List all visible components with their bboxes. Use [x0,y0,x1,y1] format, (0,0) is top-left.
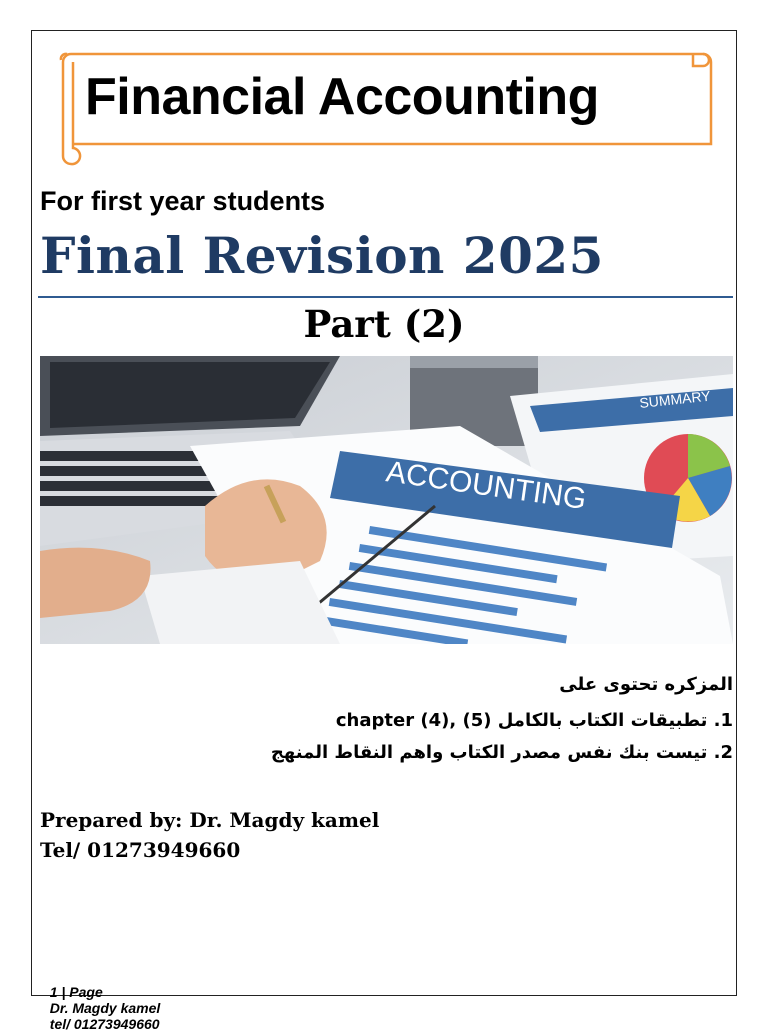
document-title: Financial Accounting [85,68,599,126]
revision-heading: Final Revision 2025 [40,226,604,285]
divider-rule [38,296,733,298]
contents-heading: المزكره تحتوى على [559,674,733,695]
footer-author: Dr. Magdy kamel [49,1000,161,1016]
part-heading: Part (2) [303,302,465,346]
author-telephone: Tel/ 01273949660 [40,838,241,862]
accounting-photo [40,356,733,644]
accounting-label: ACCOUNTING [384,455,589,516]
contents-item-1: 1. تطبيقات الكتاب بالكامل (5) ,(4) chapter [335,710,733,731]
summary-label: SUMMARY [638,387,712,411]
page-footer [42,968,184,1032]
footer-page-number: 1 | Page [49,984,103,1000]
prepared-by: Prepared by: Dr. Magdy kamel [40,808,380,832]
contents-item-2: 2. تيست بنك نفس مصدر الكتاب واهم النقاط المنهج [270,742,733,763]
footer-telephone: tel/ 01273949660 [49,1016,160,1032]
audience-subtitle: For first year students [40,186,326,216]
